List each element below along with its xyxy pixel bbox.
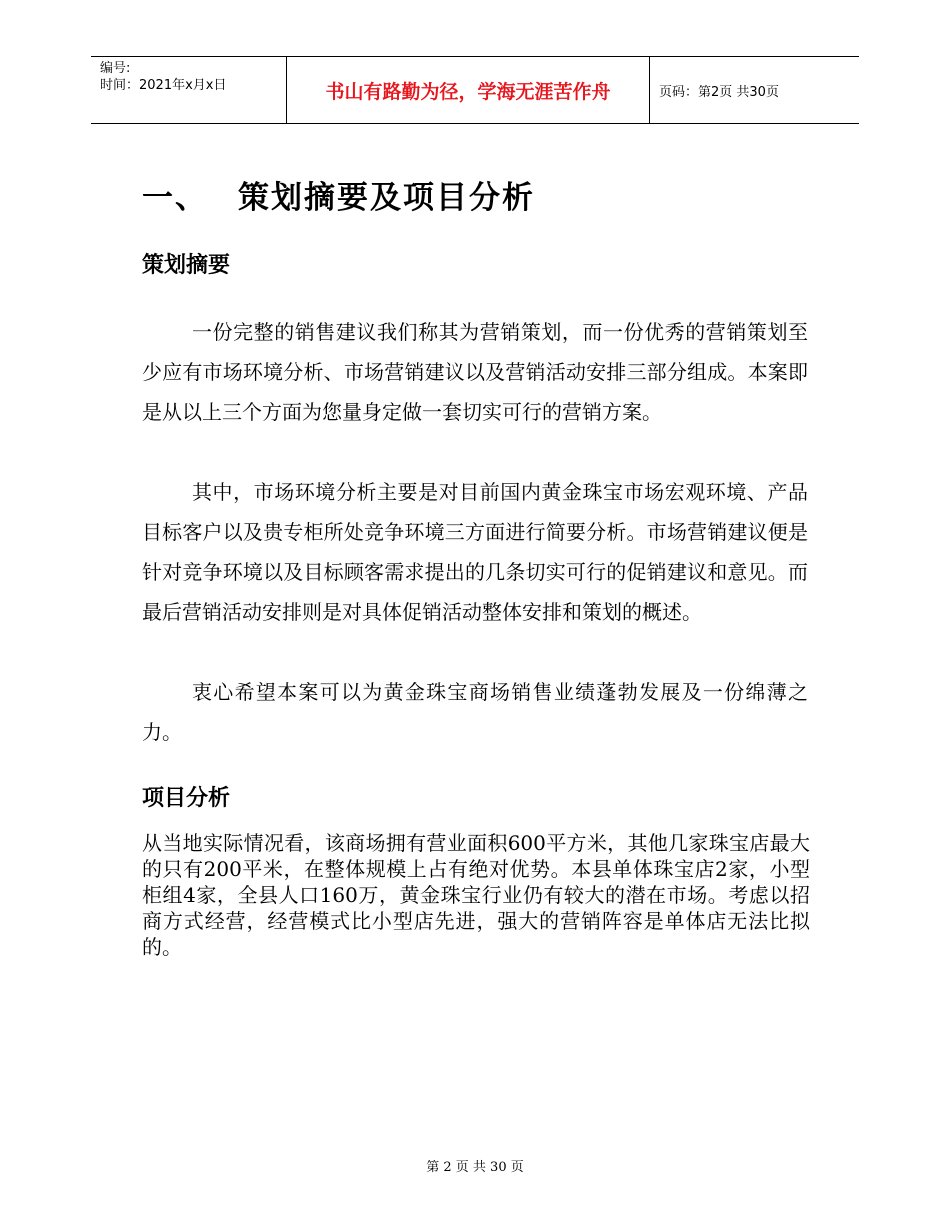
section-heading: [142, 172, 535, 217]
header-motto: 书山有路勤为径，学海无涯苦作舟: [325, 80, 611, 103]
section-title: 策划摘要及项目分析: [238, 180, 535, 216]
analysis-heading: 项目分析: [142, 786, 231, 811]
summary-paragraph-2: 其中，市场环境分析主要是对目前国内黄金珠宝市场宏观环境、产品目标客户以及贵专柜所处竞争环境三方面进行简要分析。市场营销建议便是针对竞争环境以及目标顾客需求提出的几条切实可行的促销建议和意见。而最后营销活动安排则是对具体促销活动整体安排和策划的概述。: [142, 480, 808, 624]
header-meta: [100, 60, 226, 94]
summary-paragraph-3: 衷心希望本案可以为黄金珠宝商场销售业绩蓬勃发展及一份绵薄之力。: [142, 680, 808, 744]
page-footer: 第 2 页 共 30 页: [426, 1160, 524, 1175]
header-table: [91, 56, 859, 124]
summary-heading: 策划摘要: [142, 253, 231, 278]
header-divider: [649, 57, 650, 123]
summary-paragraph-1: 一份完整的销售建议我们称其为营销策划，而一份优秀的营销策划至少应有市场环境分析、市场营销建议以及营销活动安排三部分组成。本案即是从以上三个方面为您量身定做一套切实可行的营销方案。: [142, 320, 808, 424]
section-number: 一、: [142, 180, 208, 216]
analysis-paragraph: 从当地实际情况看，该商场拥有营业面积600平方米，其他几家珠宝店最大的只有200平米，在整体规模上占有绝对优势。本县单体珠宝店2家，小型柜组4家，全县人口160万，黄金珠宝行业仍有较大的潜在市场。考虑以招商方式经营，经营模式比小型店先进，强大的营销阵容是单体店无法比拟的。: [142, 831, 810, 959]
doc-time-label: 时间：2021年x月x日: [100, 78, 227, 93]
header-page-number: 页码：第2页 共30页: [659, 84, 779, 100]
doc-number-label: 编号:: [100, 61, 131, 76]
